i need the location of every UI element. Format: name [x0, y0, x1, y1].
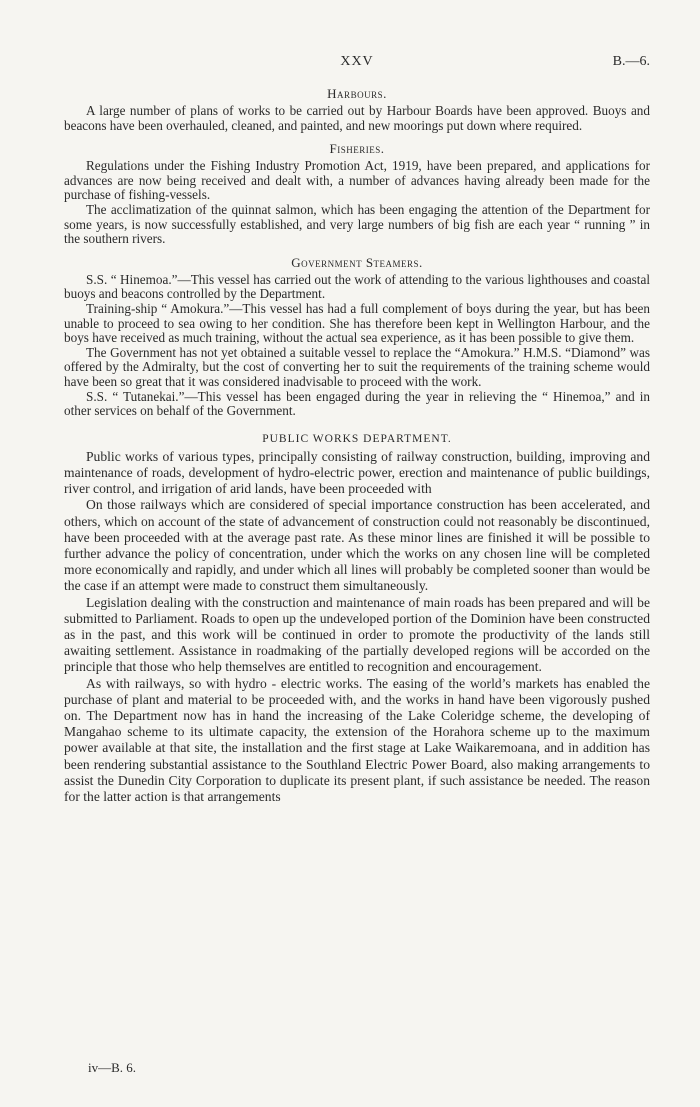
document-page	[64, 54, 650, 813]
section-government-steamers	[64, 255, 650, 419]
paragraph: Legislation dealing with the construction and maintenance of main roads has been prepared and will be submitted to Parliament. Roads to open up the undeveloped portion of the Dominion have been constructed as in the past, and this work will be continued in order to promote the productivity of the lands still awaiting settlement. Assistance in roadmaking of the partially developed regions will be accorded on the principle that those who help themselves are entitled to recognition and encouragement.	[64, 594, 650, 675]
document-reference: B.—6.	[612, 54, 650, 69]
major-heading: PUBLIC WORKS DEPARTMENT.	[262, 432, 452, 445]
paragraph: Training-ship “ Amokura.”—This vessel has had a full complement of boys during the year, but has been unable to proceed to sea owing to her condition. She has therefore been kept in Wellington Harbour, and the boys have received as much training, without the actual sea experience, as it has been possible to give them.	[64, 300, 650, 346]
paragraph: Public works of various types, principally consisting of railway construction, building, improving and maintenance of roads, development of hydro-electric power, erection and maintenance of public buildings, river control, and irrigation of arid lands, have been proceeded with	[64, 448, 650, 497]
section-heading: Government Steamers.	[291, 254, 423, 270]
page-signature: iv—B. 6.	[88, 1060, 137, 1075]
paragraph: Regulations under the Fishing Industry Promotion Act, 1919, have been prepared, and applications for advances are now being received and dealt with, a number of advances having already been made for the purchase of fishing-vessels.	[64, 158, 650, 203]
paragraph: The acclimatization of the quinnat salmon, which has been engaging the attention of the Department for some years, is now successfully established, and very large numbers of big fish are each year “ running ” in the southern rivers.	[64, 201, 650, 247]
page-number: XXV	[340, 54, 374, 69]
section-heading: Harbours.	[327, 86, 387, 101]
section-fisheries	[64, 141, 650, 247]
section-heading: Fisheries.	[329, 141, 385, 157]
paragraph: The Government has not yet obtained a suitable vessel to replace the “Amokura.” H.M.S. “Diamond” was offered by the Admiralty, but the cost of converting her to suit the requirements of the training scheme would have been so great that it was considered inadvisable to proceed with the work.	[64, 344, 650, 389]
section-harbours	[64, 86, 650, 133]
paragraph: S.S. “ Hinemoa.”—This vessel has carried out the work of attending to the various lighthouses and coastal buoys and beacons controlled by the Department.	[64, 271, 650, 302]
paragraph: As with railways, so with hydro - electric works. The easing of the world’s markets has enabled the purchase of plant and material to be proceeded with, and the works in hand have been vigorously pushed on. The Department now has in hand the increasing of the Lake Coleridge scheme, the developing of Mangahao scheme to its ultimate capacity, the extension of the Horahora scheme up to the maximum power available at that site, the installation and the first stage at Lake Waikaremoana, and in addition has been rendering substantial assistance to the Southland Electric Power Board, also making arrangements to assist the Dunedin City Corporation to duplicate its present plant, if such assistance be needed. The reason for the latter action is that arrangements	[64, 675, 650, 804]
paragraph: On those railways which are considered of special importance construction has been accelerated, and others, which on account of the state of advancement of construction could not reasonably be discontinued, have been proceeded with at the average past rate. As these minor lines are finished it will be possible to further advance the policy of concentration, under which the works on any chosen line will be completed more economically and rapidly, and under which all lines will probably be completed sooner than would be the case if an attempt were made to construct them simultaneously.	[64, 497, 650, 594]
paragraph: A large number of plans of works to be carried out by Harbour Boards have been approved. Buoys and beacons have been overhauled, cleaned, and painted, and new moorings put down where required.	[64, 103, 650, 133]
paragraph: S.S. “ Tutanekai.”—This vessel has been engaged during the year in relieving the “ Hinemoa,” and in other services on behalf of the Government.	[64, 388, 650, 419]
page-header	[64, 54, 650, 80]
section-public-works	[64, 433, 650, 805]
